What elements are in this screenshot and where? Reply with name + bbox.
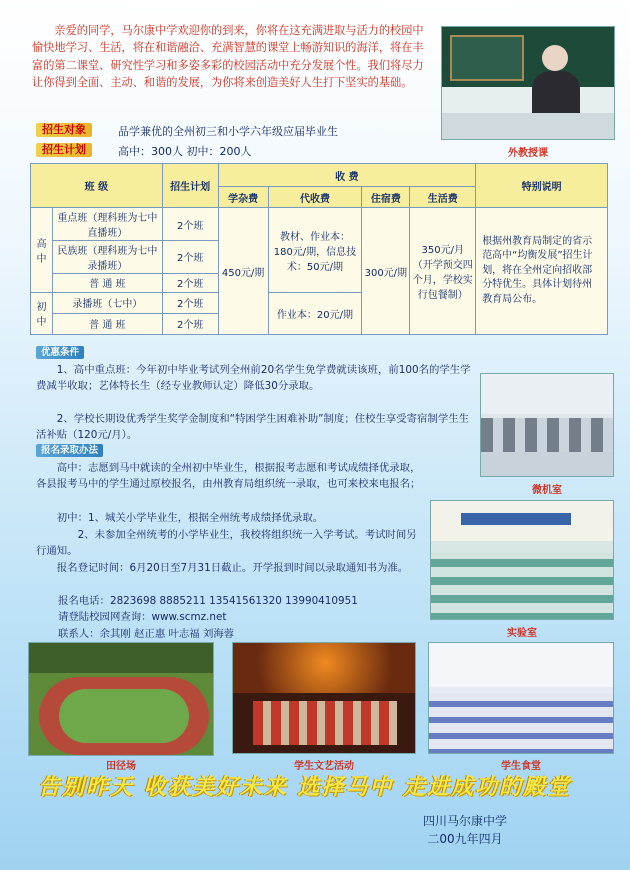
row3-plan: 2个班 bbox=[162, 273, 218, 292]
row1-plan: 2个班 bbox=[162, 208, 218, 241]
header-plan: 招生计划 bbox=[162, 164, 218, 208]
row4-plan: 2个班 bbox=[162, 292, 218, 313]
benefit-p2: 2、学校长期设优秀学生奖学金制度和“特困学生困难补助”制度；住校生享受寄宿制学生生活补贴（120元/月）。 bbox=[36, 413, 470, 442]
signup-p3: 2、未参加全州统考的小学毕业生，我校将组织统一入学考试。考试时间另行通知。 bbox=[36, 529, 417, 558]
signup-p4: 报名登记时间：6月20日至7月31日截止。开学报到时间以录取通知书为准。 bbox=[56, 562, 409, 574]
photo-canteen bbox=[428, 642, 614, 754]
agency-high-cell: 教材、作业本：180元/期，信息技术：50元/期 bbox=[268, 208, 362, 292]
tag-benefit: 优惠条件 bbox=[36, 346, 84, 359]
header-agency: 代收费 bbox=[268, 187, 362, 208]
admission-table bbox=[30, 163, 608, 335]
header-note: 特别说明 bbox=[476, 164, 608, 208]
row2-plan: 2个班 bbox=[162, 241, 218, 274]
benefit-p1: 1、高中重点班：今年初中毕业考试列全州前20名学生免学费就读该班，前100名的学生学费减半收取；艺体特长生（经专业教师认定）降低30分录取。 bbox=[36, 364, 471, 393]
row5-class: 普 通 班 bbox=[52, 313, 162, 334]
header-fee: 收 费 bbox=[218, 164, 476, 187]
caption-art-activity: 学生文艺活动 bbox=[294, 761, 354, 772]
row4-class: 录播班（七中） bbox=[52, 292, 162, 313]
header-tuition: 学杂费 bbox=[218, 187, 268, 208]
photo-laboratory bbox=[430, 500, 614, 620]
caption-laboratory: 实验室 bbox=[507, 628, 537, 639]
footer-school: 四川马尔康中学 bbox=[422, 814, 507, 828]
caption-field: 田径场 bbox=[106, 761, 136, 772]
row5-plan: 2个班 bbox=[162, 313, 218, 334]
signup-site: 请登陆校园网查询：www.scmz.net bbox=[58, 611, 227, 623]
caption-foreign-teacher: 外教授课 bbox=[508, 148, 548, 159]
header-living: 生活费 bbox=[410, 187, 476, 208]
tuition-cell: 450元/期 bbox=[218, 208, 268, 335]
header-boarding: 住宿费 bbox=[362, 187, 410, 208]
signup-phone: 报名电话：2823698 8885211 13541561320 13990410951 bbox=[58, 595, 358, 607]
photo-computer-room bbox=[480, 373, 614, 477]
photo-foreign-teacher bbox=[441, 26, 615, 140]
signup-p2: 初中：1、城关小学毕业生，根据全州统考成绩择优录取。 bbox=[56, 512, 324, 524]
intro-paragraph: 亲爱的同学，马尔康中学欢迎你的到来，你将在这充满进取与活力的校园中愉快地学习、生活，将在和谐融洽、充满智慧的课堂上畅游知识的海洋，将在丰富的第二课堂、研究性学习和多姿多彩的校园活动中充分发展个性。我们将尽力让你得到全面、主动、和谐的发展，为你将来创造美好人生打下坚实的基础。 bbox=[32, 24, 424, 90]
note-cell: 根据州教育局制定的省示范高中“均衡发展”招生计划，将在全州定向招收部分特优生。具体计划待州教育局公布。 bbox=[476, 208, 608, 335]
caption-canteen: 学生食堂 bbox=[501, 761, 541, 772]
boarding-cell: 300元/期 bbox=[362, 208, 410, 335]
header-class: 班 级 bbox=[31, 164, 163, 208]
footer-date: 二00九年四月 bbox=[427, 832, 503, 846]
enroll-target-text: 品学兼优的全州初三和小学六年级应届毕业生 bbox=[118, 125, 338, 138]
row1-class: 重点班（理科班为七中直播班） bbox=[52, 208, 162, 241]
tag-enroll-target: 招生对象 bbox=[36, 123, 92, 137]
group-junior: 初中 bbox=[31, 292, 53, 334]
group-high: 高中 bbox=[31, 208, 53, 292]
photo-art-activity bbox=[232, 642, 416, 754]
photo-field bbox=[28, 642, 214, 756]
row2-class: 民族班（理科班为七中录播班） bbox=[52, 241, 162, 274]
row3-class: 普 通 班 bbox=[52, 273, 162, 292]
tag-signup: 报名录取办法 bbox=[36, 444, 103, 457]
caption-computer-room: 微机室 bbox=[532, 485, 562, 496]
enroll-plan-text: 高中：300人 初中：200人 bbox=[118, 145, 252, 158]
agency-junior-cell: 作业本：20元/期 bbox=[268, 292, 362, 334]
living-cell: 350元/月（开学预交四个月，学校实行包餐制） bbox=[410, 208, 476, 335]
tag-enroll-plan: 招生计划 bbox=[36, 143, 92, 157]
signup-contact: 联系人：余其刚 赵正惠 叶志福 刘海蓉 bbox=[58, 628, 235, 640]
slogan: 告别昨天 收获美好未来 选择马中 走进成功的殿堂 bbox=[38, 775, 571, 800]
signup-p1: 高中：志愿到马中就读的全州初中毕业生，根据报考志愿和考试成绩择优录取，各县报考马中的学生通过原校报名，由州教育局组织统一录取，也可来校来电报名； bbox=[36, 462, 421, 491]
